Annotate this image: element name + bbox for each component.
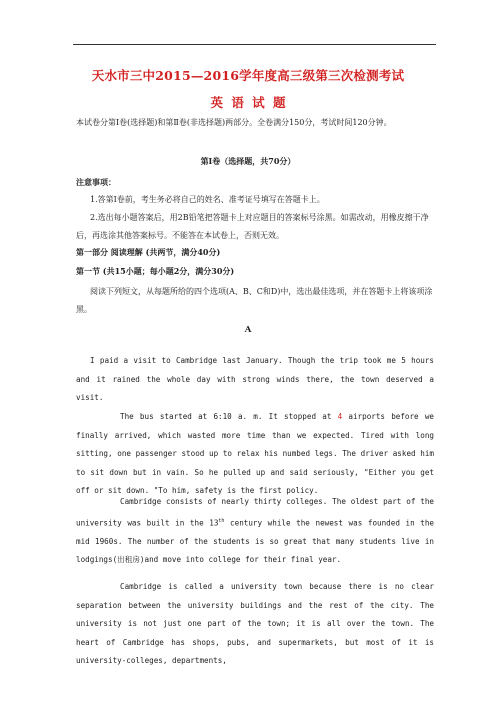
p2-number: 4 [337,412,343,421]
subject-title: 英 语 试 题 [210,95,286,110]
exam-intro: 本试卷分第Ⅰ卷(选择题)和第Ⅱ卷(非选择题)两部分。全卷满分150分，考试时间120分钟。 [76,118,392,127]
passage-letter: A [244,325,252,335]
section-one-heading: 第一节 (共15小题；每小题2分，满分30分) [76,266,235,276]
p2-text-a: The bus started at 6:10 a. m. It stopped at [120,412,338,421]
part-one-title: 第Ⅰ卷（选择题，共70分） [200,156,296,166]
passage-paragraph-2 [76,408,434,501]
p2-text-b: airports before we finally arrived, which wasted more time than we expected. Tired with long sitting, one passenger stood up to relax his numbed legs. The driver asked him to sit down but in vain. So he pulled up and said seriously, "Either you get off or sit down. "To him, safety is the first policy. [76,412,434,495]
section-part-heading: 第一部分 阅读理解 (共两节，满分40分) [76,247,221,257]
passage-paragraph-1: I paid a visit to Cambridge last January. Though the trip took me 5 hours and it rained the whole day with strong winds there, the town deserved a visit. [76,356,434,402]
exam-title: 天水市三中2015—2016学年度高三级第三次检测考试 [91,68,405,83]
p3-superscript: th [218,517,225,524]
reading-instruction: 阅读下列短文，从每题所给的四个选项(A、B、C和D)中，选出最佳选项，并在答题卡上将该项涂黑。 [76,287,433,314]
p3-text-a: Cambridge consists of nearly thirty colleges. The oldest part of the university was built in the 13 [76,497,434,528]
p3-text-b: century while the newest was founded in the mid 1960s. The number of the students is so great that many students live in lodgings(出租房)and move into college for their final year. [76,518,434,565]
passage-paragraph-4: Cambridge is called a university town because there is no clear separation between the university buildings and the rest of the city. The university is not just one part of the town; it is all over the town. The heart of Cambridge has shops, pubs, and supermarkets, but most of it is university-colleges, departments, [76,582,434,665]
header-rule [73,44,436,45]
notes-heading: 注意事项： [76,177,116,187]
note-item-2: 2.选出每小题答案后，用2B铅笔把答题卡上对应题目的答案标号涂黑。如需改动，用橡皮擦干净后，再选涂其他答案标号。不能答在本试卷上，否则无效。 [76,213,429,240]
passage-paragraph-3 [76,493,434,570]
note-item-1: 1.答第Ⅰ卷前，考生务必将自己的姓名、准考证号填写在答题卡上。 [90,195,325,204]
